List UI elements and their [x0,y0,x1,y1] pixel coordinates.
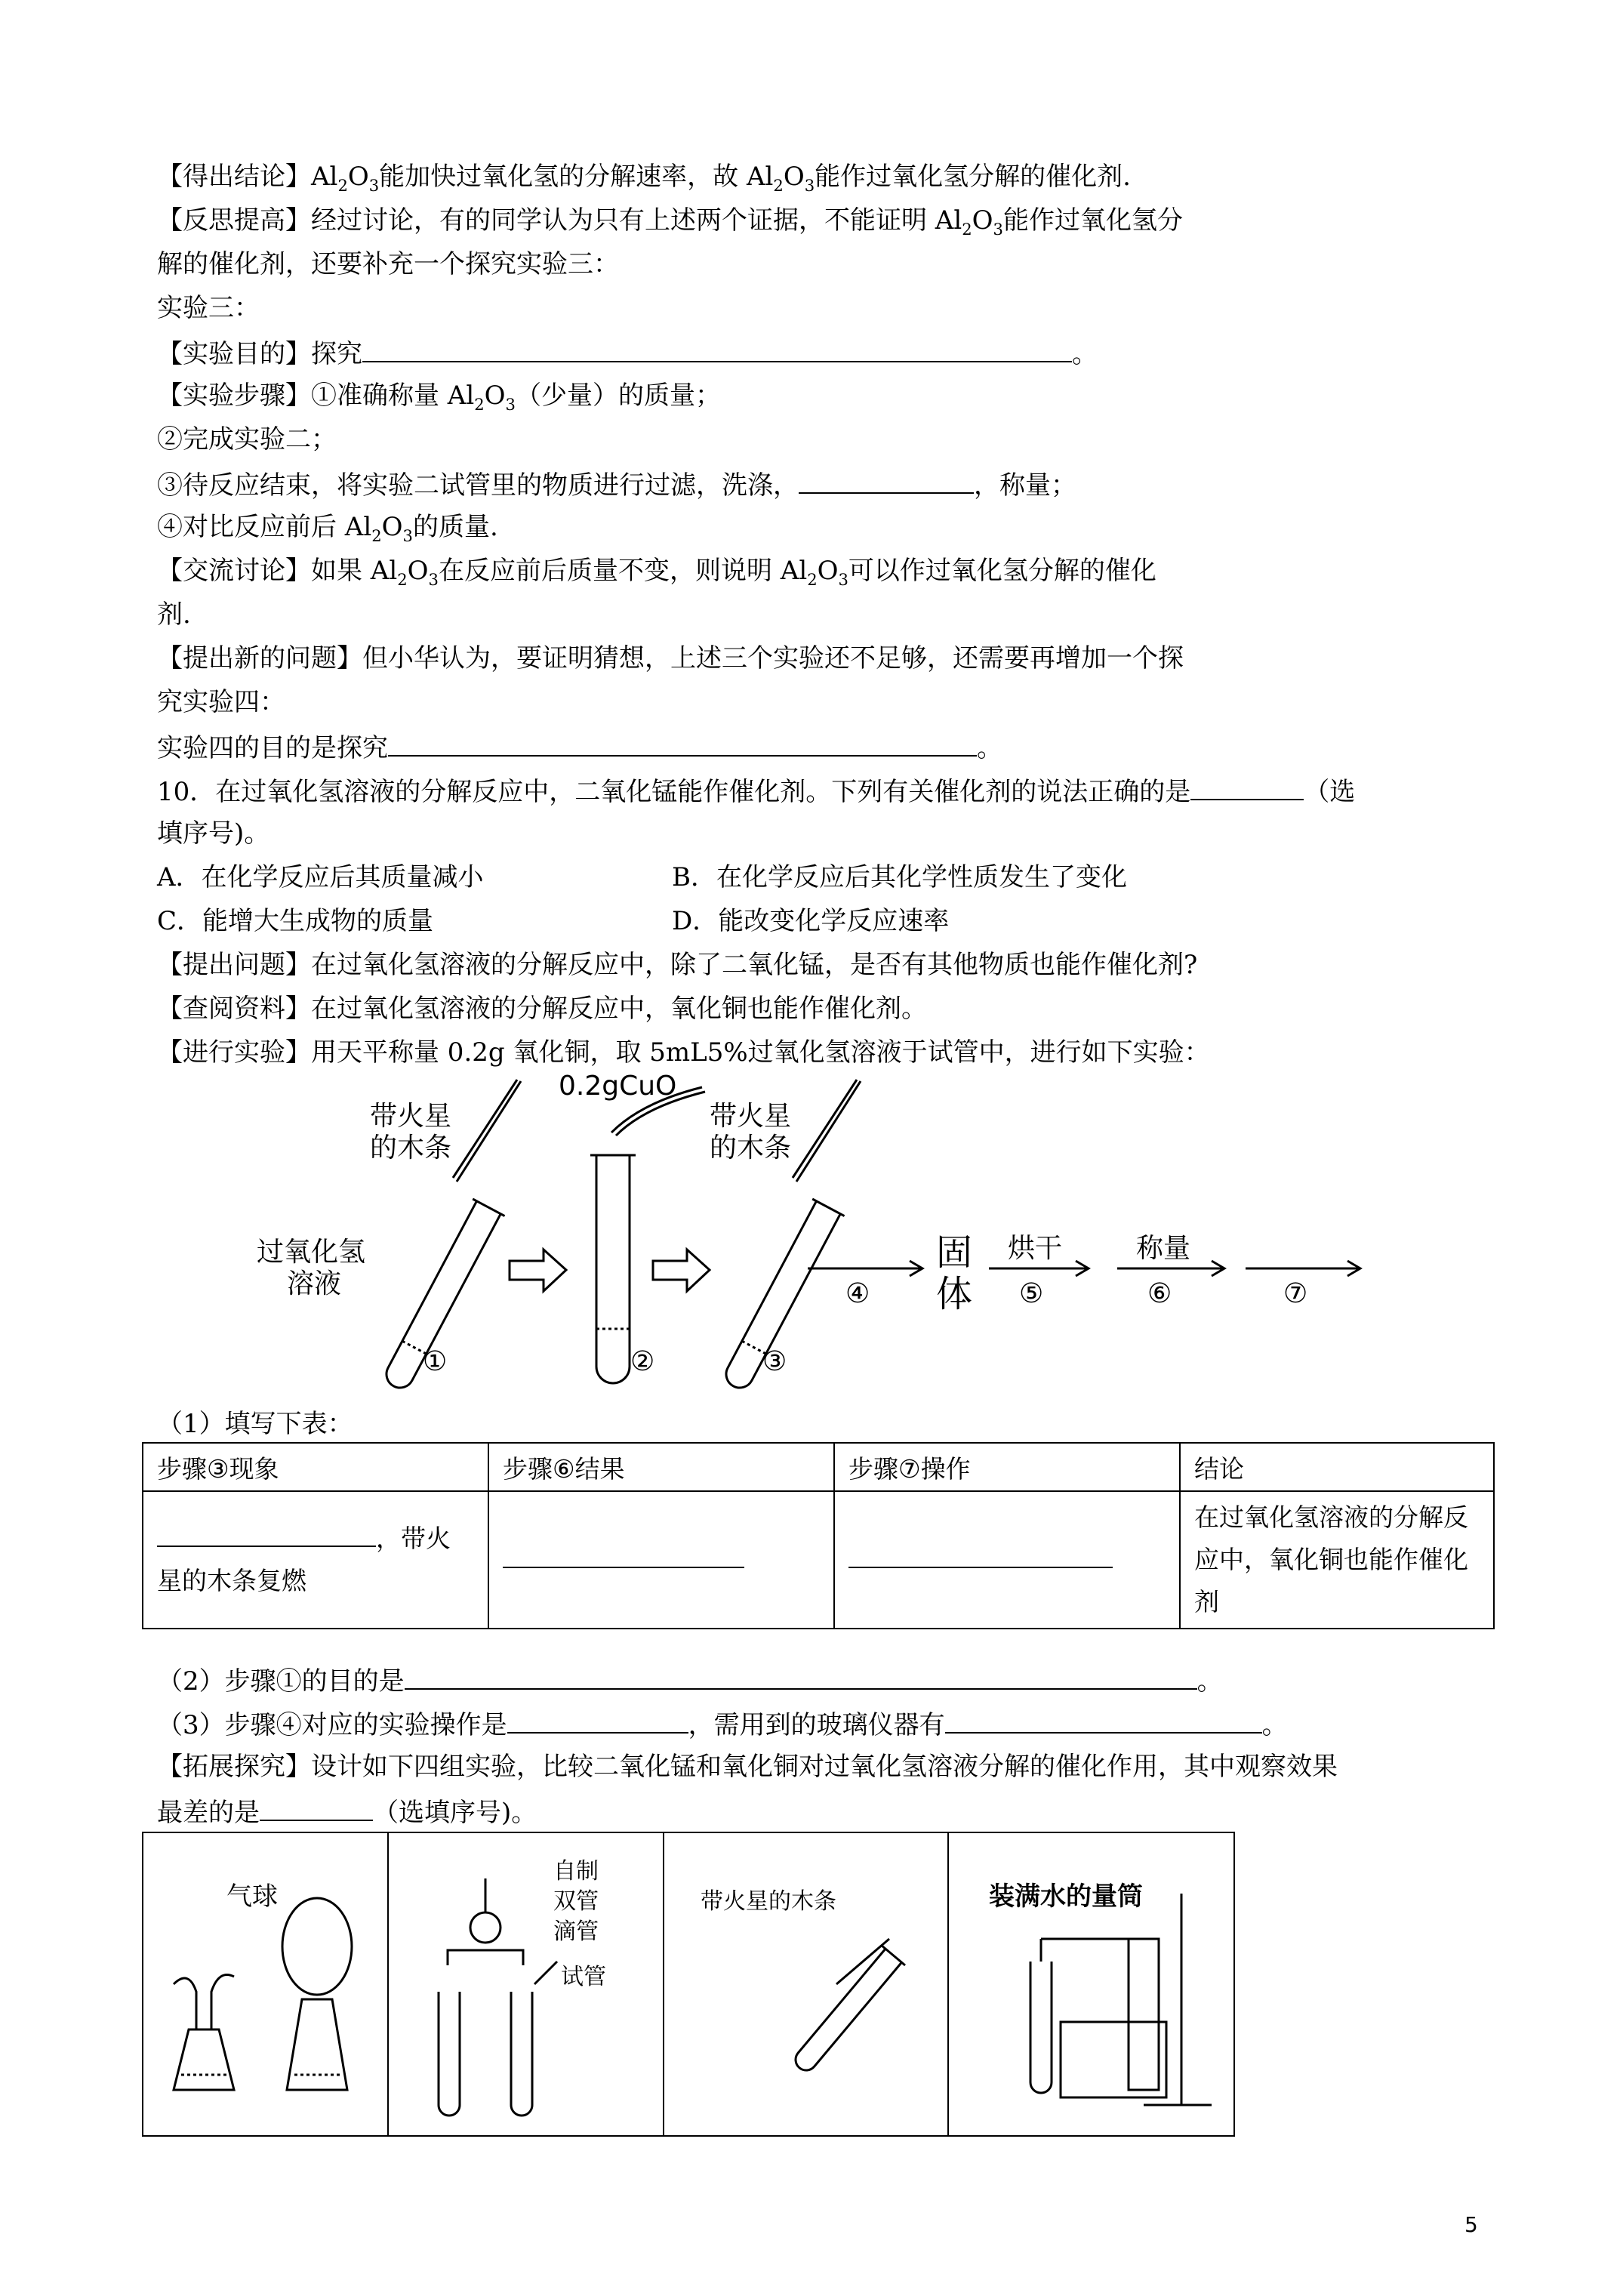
step1-purpose-blank[interactable] [405,1663,1197,1690]
step-1: ① [423,1346,448,1377]
dropper-label-1: 自制 [553,1858,599,1885]
table-cell-operation [834,1491,1180,1629]
option-b: B．在化学反应后其化学性质发生了变化 [672,862,1127,892]
extension-blank[interactable] [260,1794,373,1821]
exp4-blank[interactable] [388,729,977,757]
table-header-4: 结论 [1180,1443,1494,1491]
step4-operation-line: （3）步骤④对应的实验操作是 ，需用到的玻璃仪器有 。 [157,1706,1288,1742]
cylinder-label: 装满水的量筒 [989,1881,1143,1912]
step-2: ② [630,1346,655,1377]
balloon-flasks-image [143,1833,387,2135]
discussion-line-2: 剂. [157,599,191,630]
cuo-label: 0.2gCuO [559,1072,677,1102]
solid-2: 体 [936,1273,973,1315]
result-blank[interactable] [503,1541,744,1568]
option-a: A．在化学反应后其质量减小 [157,862,484,892]
step1-line: 【实验步骤】①准确称量 $Al_2O_3$（少量）的质量； [157,381,721,414]
double-dropper-image [387,1833,663,2135]
dry-label: 烘干 [1008,1233,1063,1264]
step-7: ⑦ [1283,1278,1308,1309]
discussion-line: 【交流讨论】如果 $Al_2O_3$在反应前后质量不变，则说明 $Al_2O_3$可以作过氧化氢分解的催化 [157,556,1156,589]
new-question-line: 【提出新的问题】但小华认为，要证明猜想，上述三个实验还不足够，还需要再增加一个探 [157,643,1184,673]
reflection-line: 【反思提高】经过讨论，有的同学认为只有上述两个证据，不能证明 $Al_2O_3$能作过氧化氢分 [157,205,1183,239]
exp4-line: 实验四的目的是探究 。 [157,729,1002,765]
experiment-figure [249,1072,1389,1404]
step-4: ④ [845,1278,870,1309]
step-6: ⑥ [1147,1278,1172,1309]
step4-line: ④对比反应前后 $Al_2O_3$的质量. [157,512,498,545]
phenomenon-blank[interactable] [157,1520,376,1547]
apparatus-stick [663,1833,949,2135]
extension-line-2: 最差的是 （选填序号)。 [157,1794,537,1829]
operation-name-blank[interactable] [507,1706,688,1734]
glassware-blank[interactable] [945,1706,1262,1734]
dropper-label-3: 滴管 [553,1918,599,1945]
table-cell-conclusion: 在过氧化氢溶液的分解反应中，氧化铜也能作催化剂 [1180,1491,1494,1629]
weigh-label: 称量 [1136,1233,1191,1264]
conclusion-line: 【得出结论】$Al_2O_3$能加快过氧化氢的分解速率，故 $Al_2O_3$能作过氧化氢分解的催化剂. [157,162,1131,195]
extension-line: 【拓展探究】设计如下四组实验，比较二氧化锰和氧化铜对过氧化氢溶液分解的催化作用，其中观察效果 [157,1752,1338,1782]
question10-line-2: 填序号)。 [157,818,270,849]
question10-line: 10．在过氧化氢溶液的分解反应中，二氧化锰能作催化剂。下列有关催化剂的说法正确的是 （选 [157,773,1355,809]
table-cell-result [488,1491,834,1629]
operation-blank[interactable] [848,1541,1113,1568]
apparatus-dropper [387,1833,664,2135]
h2o2-label-a: 过氧化氢 [257,1237,366,1268]
dropper-label-2: 双管 [553,1888,599,1915]
page-number: 5 [1464,2212,1478,2237]
table-header-2: 步骤⑥结果 [488,1443,834,1491]
table-cell-phenomenon: ，带火 星的木条复燃 [143,1491,488,1629]
reference-line: 【查阅资料】在过氧化氢溶液的分解反应中，氧化铜也能作催化剂。 [157,994,927,1024]
stick-label-1a: 带火星 [370,1101,452,1132]
step-5: ⑤ [1019,1278,1044,1309]
apparatus-cylinder [947,1833,1232,2135]
h2o2-label-b: 溶液 [287,1268,342,1299]
experiment-line: 【进行实验】用天平称量 0.2g 氧化铜，取 5mL5%过氧化氢溶液于试管中，进行如下实验： [157,1037,1210,1068]
step3-line: ③待反应结束，将实验二试管里的物质进行过滤，洗涤， ，称量； [157,467,1076,502]
step2-line: ②完成实验二； [157,424,337,455]
tube-label: 试管 [561,1964,606,1990]
table-header-1: 步骤③现象 [143,1443,488,1491]
stick-tube-label: 带火星的木条 [701,1888,836,1915]
stick-label-2b: 的木条 [710,1133,792,1163]
step-3: ③ [762,1346,787,1377]
option-d: D．能改变化学反应速率 [672,906,950,936]
ask-line: 【提出问题】在过氧化氢溶液的分解反应中，除了二氧化锰，是否有其他物质也能作催化剂? [157,950,1198,980]
q10-blank[interactable] [1190,773,1304,800]
stick-tube-image [663,1833,947,2135]
exp3-heading: 实验三： [157,293,260,323]
results-table [142,1442,1495,1629]
reflection-line-2: 解的催化剂，还要补充一个探究实验三： [157,249,619,279]
solid-1: 固 [936,1231,973,1274]
step3-blank[interactable] [799,467,974,494]
stick-label-2a: 带火星 [710,1101,792,1132]
apparatus-panel [142,1832,1235,2137]
purpose-blank[interactable] [362,335,1072,362]
stick-label-1b: 的木条 [370,1133,452,1163]
option-c: C．能增大生成物的质量 [157,906,434,936]
table-header-3: 步骤⑦操作 [834,1443,1180,1491]
apparatus-balloon [143,1833,389,2135]
step1-purpose-line: （2）步骤①的目的是 。 [157,1663,1223,1698]
new-question-line-2: 究实验四： [157,687,285,717]
fill-table-line: （1）填写下表： [157,1409,353,1439]
balloon-label: 气球 [226,1881,278,1912]
purpose-line: 【实验目的】探究 。 [157,335,1098,371]
water-cylinder-image [947,1833,1232,2135]
